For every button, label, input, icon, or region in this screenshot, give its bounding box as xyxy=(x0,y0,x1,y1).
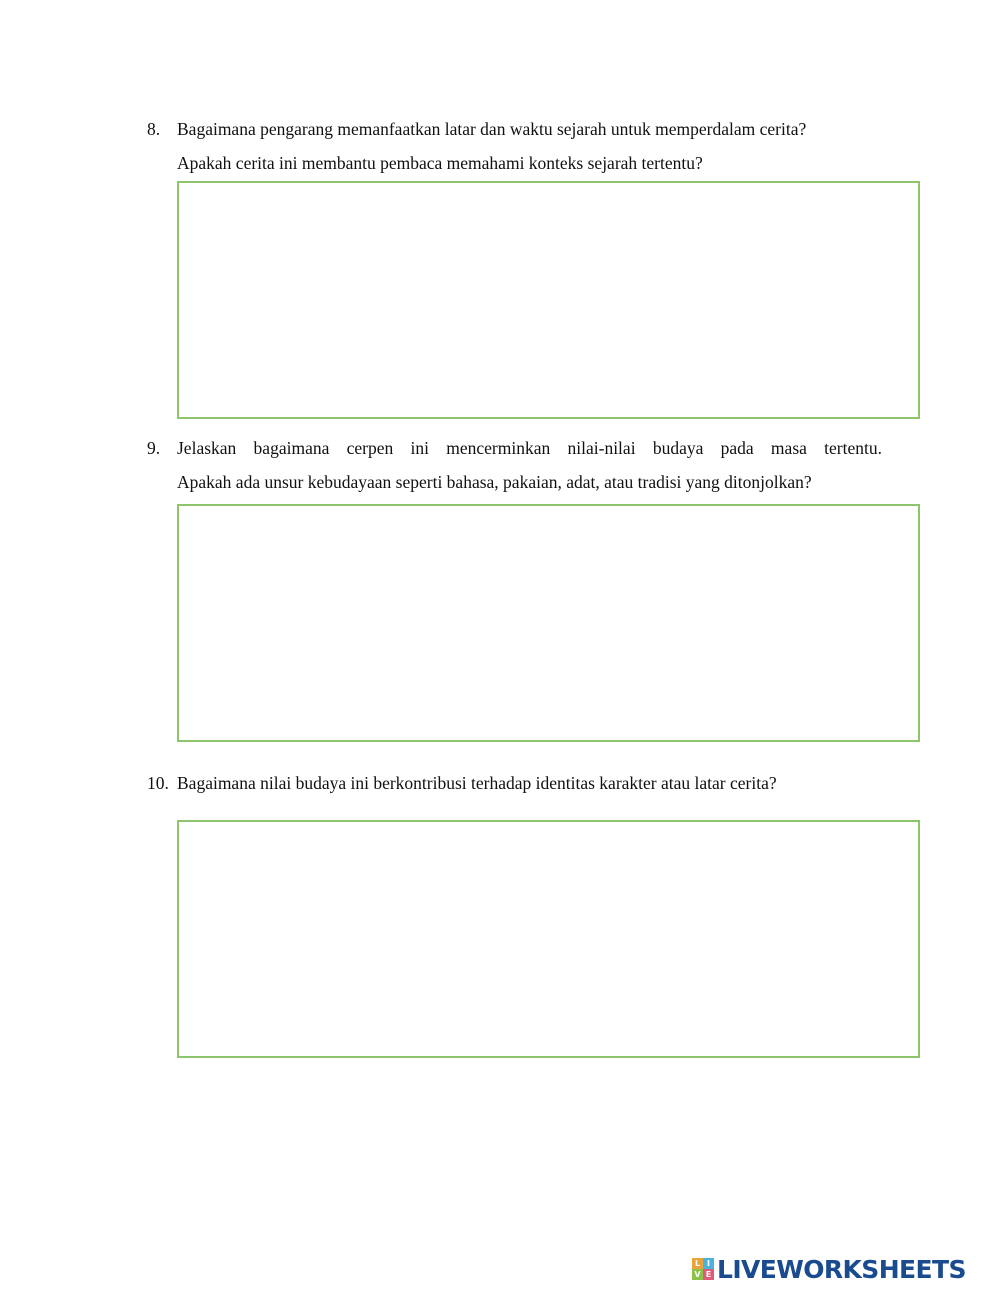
liveworksheets-mark-icon xyxy=(692,1258,714,1280)
question-line: Bagaimana nilai budaya ini berkontribusi terhadap identitas karakter atau latar cerita? xyxy=(177,773,777,793)
answer-input-10[interactable] xyxy=(179,822,918,1056)
answer-input-9[interactable] xyxy=(179,506,918,740)
question-9 xyxy=(147,431,882,499)
question-number: 8. xyxy=(147,119,161,139)
brand-name: LIVEWORKSHEETS xyxy=(717,1254,966,1284)
answer-input-8[interactable] xyxy=(179,183,918,417)
question-text xyxy=(177,431,882,499)
answer-box-8[interactable] xyxy=(177,181,920,419)
question-10 xyxy=(147,766,882,800)
question-number: 9. xyxy=(147,438,161,458)
liveworksheets-logo xyxy=(692,1254,966,1284)
question-text xyxy=(177,112,882,180)
logo-tile: I xyxy=(703,1258,714,1269)
question-line: Apakah cerita ini membantu pembaca memahami konteks sejarah tertentu? xyxy=(177,153,703,173)
logo-tile: V xyxy=(692,1269,703,1280)
question-text xyxy=(177,766,882,800)
question-line: Jelaskan bagaimana cerpen ini mencerminkan nilai-nilai budaya pada masa tertentu. xyxy=(177,438,882,458)
logo-tile: E xyxy=(703,1269,714,1280)
answer-box-10[interactable] xyxy=(177,820,920,1058)
question-number: 10. xyxy=(147,773,169,793)
logo-tile: L xyxy=(692,1258,703,1269)
answer-box-9[interactable] xyxy=(177,504,920,742)
question-line: Bagaimana pengarang memanfaatkan latar dan waktu sejarah untuk memperdalam cerita? xyxy=(177,119,807,139)
question-8 xyxy=(147,112,882,180)
question-line: Apakah ada unsur kebudayaan seperti bahasa, pakaian, adat, atau tradisi yang ditonjolkan? xyxy=(177,472,812,492)
